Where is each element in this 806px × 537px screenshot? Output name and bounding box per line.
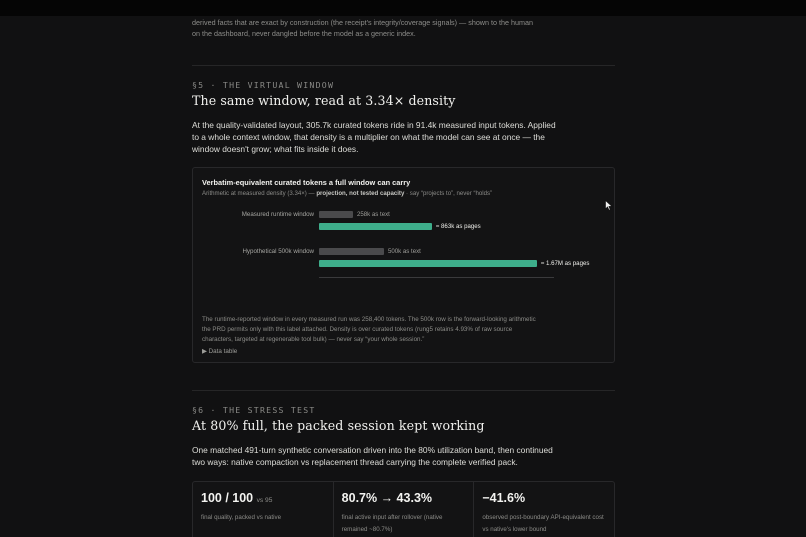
category-label: Hypothetical 500k window (242, 248, 314, 255)
section-lead: At the quality-validated layout, 305.7k curated tokens ride in 91.4k measured input tokens. Applied to a whole context window, that density is a multiplier on what the model can see at once — the window doesn't grow; what fits inside it does. (192, 120, 556, 154)
chart-note: The runtime-reported window in every measured run was 258,400 tokens. The 500k row is the forward-looking arithmetic the PRD permits only with this label attached. Density is over curated tokens (rung5 retains 4.93% of raw source characters, targeted at regenerable tool bulk) — never say “your whole session.” (202, 316, 536, 343)
bar-pages-hypothetical (319, 260, 537, 267)
chart-subtitle (202, 190, 492, 197)
section-heading: At 80% full, the packed session kept working (192, 418, 485, 433)
bar-label-text-hypothetical: 500k as text (388, 248, 421, 255)
chart-subtitle-prefix: Arithmetic at measured density (3.34×) — (202, 190, 317, 197)
chart-title: Verbatim-equivalent curated tokens a full window can carry (202, 178, 411, 187)
chart-baseline (319, 277, 554, 278)
bar-pages-measured (319, 223, 432, 230)
section-heading: The same window, read at 3.34× density (192, 93, 456, 108)
stat-value: 80.7% → 43.3% (341, 491, 433, 505)
mouse-pointer-icon (605, 200, 613, 211)
stat-caption: final quality, packed vs native (201, 514, 282, 521)
stat-value-number: 100 / 100 (201, 491, 254, 505)
stat-value (201, 491, 333, 505)
bar-label-pages-measured: ≈ 863k as pages (436, 223, 481, 230)
bar-text-hypothetical (319, 248, 384, 255)
category-label: Measured runtime window (241, 211, 314, 218)
stat-card (474, 482, 614, 537)
bar-label-text-measured: 258k as text (357, 211, 390, 218)
stat-value: −41.6% (482, 491, 526, 505)
section-kicker: §5 · THE VIRTUAL WINDOW (192, 80, 335, 90)
density-chart-card (192, 167, 615, 363)
bar-text-measured (319, 211, 353, 218)
intro-paragraph (192, 17, 552, 39)
stat-card (193, 482, 334, 537)
stats-grid (192, 481, 615, 537)
top-bar (0, 0, 806, 16)
section-lead: One matched 491-turn synthetic conversation driven into the 80% utilization band, then continued two ways: native compaction vs replacement thread carrying the complete verified pack. (192, 445, 553, 467)
section-divider (192, 65, 615, 66)
bar-label-pages-hypothetical: ≈ 1.67M as pages (541, 260, 590, 267)
stat-caption: final active input after rollover (native remained ~80.7%) (341, 514, 443, 533)
intro-line: derived facts that are exact by construction (the receipt's integrity/coverage signals) — shown to the human (192, 18, 533, 27)
section-divider (192, 390, 615, 391)
stat-value-suffix: vs 95 (256, 497, 273, 504)
chart-subtitle-emphasis: projection, not tested capacity (316, 190, 405, 197)
stat-card (334, 482, 475, 537)
section-kicker: §6 · THE STRESS TEST (192, 405, 316, 415)
intro-line: on the dashboard, never dangled before the model as a generic index. (192, 29, 416, 38)
chart-subtitle-suffix: · say “projects to”, never “holds” (404, 190, 493, 197)
stat-caption: observed post-boundary API-equivalent cost vs native's lower bound (482, 514, 604, 533)
data-table-toggle[interactable]: ▶ Data table (202, 348, 238, 355)
